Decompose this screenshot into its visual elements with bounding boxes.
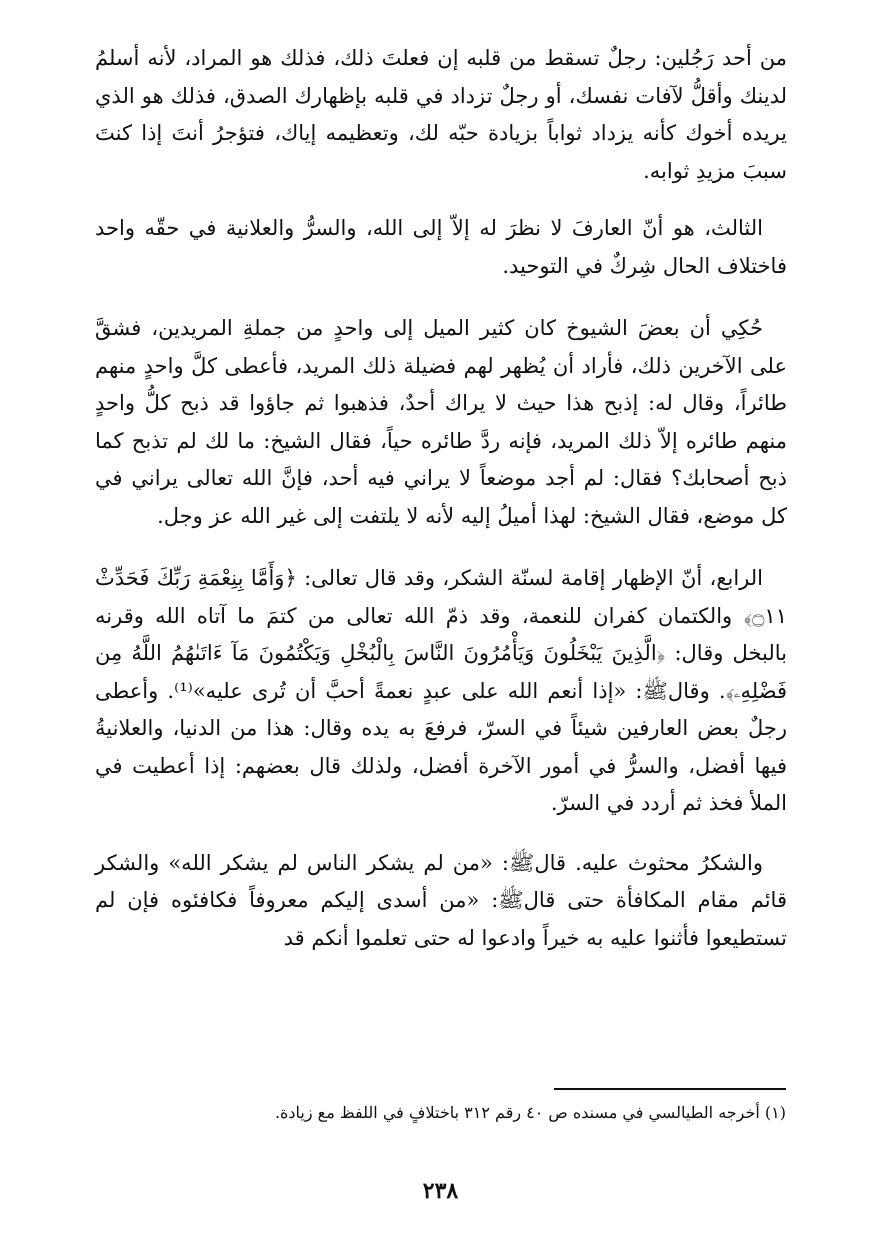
page-body bbox=[95, 40, 787, 957]
paragraph-3: حُكِي أن بعضَ الشيوخ كان كثير الميل إلى واحدٍ من جملةِ المريدين، فشقَّ على الآخرين ذلك، فأراد أن يُظهر لهم فضيلة ذلك المريد، فأعطى كلَّ واحدٍ منهم طائراً، وقال له: إذبح هذا حيث لا يراك أحدٌ، فذهبوا ثم جاؤوا قد ذبح كلُّ واحدٍ منهم طائره إلاّ ذلك المريد، فإنه ردَّ طائره حياً، فقال الشيخ: ما لك لم تذبح كما ذبح أصحابك؟ فقال: لم أجد موضعاً لا يراني فيه أحد، فإنَّ الله تعالى يراني في كل موضع، فقال الشيخ: لهذا أميلُ إليه لأنه لا يلتفت إلى غير الله عز وجل. bbox=[95, 316, 787, 528]
paragraph-5: والشكرُ محثوث عليه. قالﷺ: «من لم يشكر الناس لم يشكر الله» والشكر قائم مقام المكافأة حتى قالﷺ: «من أسدى إليكم معروفاً فكافئوه فإن لم تستطيعوا فأثنوا عليه به خيراً وادعوا له حتى تعلموا أنكم قد bbox=[95, 850, 787, 950]
paragraph-2: الثالث، هو أنّ العارفَ لا نظرَ له إلاّ إلى الله، والسرُّ والعلانية في حقّه واحد فاختلاف الحال شِركٌ في التوحيد. bbox=[95, 216, 787, 278]
paragraph-4: الرابع، أنّ الإظهار إقامة لسنّة الشكر، وقد قال تعالى: ﴿وَأَمَّا بِنِعْمَةِ رَبِّكَ فَحَدِّثْ ۝١١﴾ والكتمان كفران للنعمة، وقد ذمّ الله تعالى من كتمَ ما آتاه الله وقرنه بالبخل وقال: ﴿الَّذِينَ يَبْخَلُونَ وَيَأْمُرُونَ النَّاسَ بِالْبُخْلِ وَيَكْتُمُونَ مَآ ءَاتَىٰهُمُ اللَّهُ مِن فَضْلِهِۦ﴾. وقالﷺ: «إذا أنعم الله على عبدٍ نعمةً أحبَّ أن تُرى عليه»⁽¹⁾. وأعطى رجلٌ بعض العارفين شيئاً في السرّ، فرفعَ به يده وقال: هذا من الدنيا، والعلانيةُ فيها أفضل، والسرُّ في أمور الآخرة أفضل، ولذلك قال بعضهم: إذا أعطيت في الملأ فخذ ثم أردد في السرّ. bbox=[95, 566, 787, 815]
footnote: (١) أخرجه الطيالسي في مسنده ص ٤٠ رقم ٣١٢ باختلافٍ في اللفظ مع زيادة. bbox=[274, 1103, 786, 1122]
footnote-divider bbox=[554, 1088, 786, 1090]
paragraph-1: من أحد رَجُلين: رجلٌ تسقط من قلبه إن فعلتَ ذلك، فذلك هو المراد، لأنه أسلمُ لدينك وأقلُّ لآفات نفسك، أو رجلٌ تزداد في قلبه بإظهارك الصدق، فذلك هو الذي يريده أخوك كأنه يزداد ثواباً بزيادة حبّه لك، وتعظيمه إياك، فتؤجرُ أنتَ إذا كنتَ سببَ مزيدِ ثوابه. bbox=[95, 46, 787, 183]
page-number: ٢٣٨ bbox=[422, 1178, 459, 1204]
